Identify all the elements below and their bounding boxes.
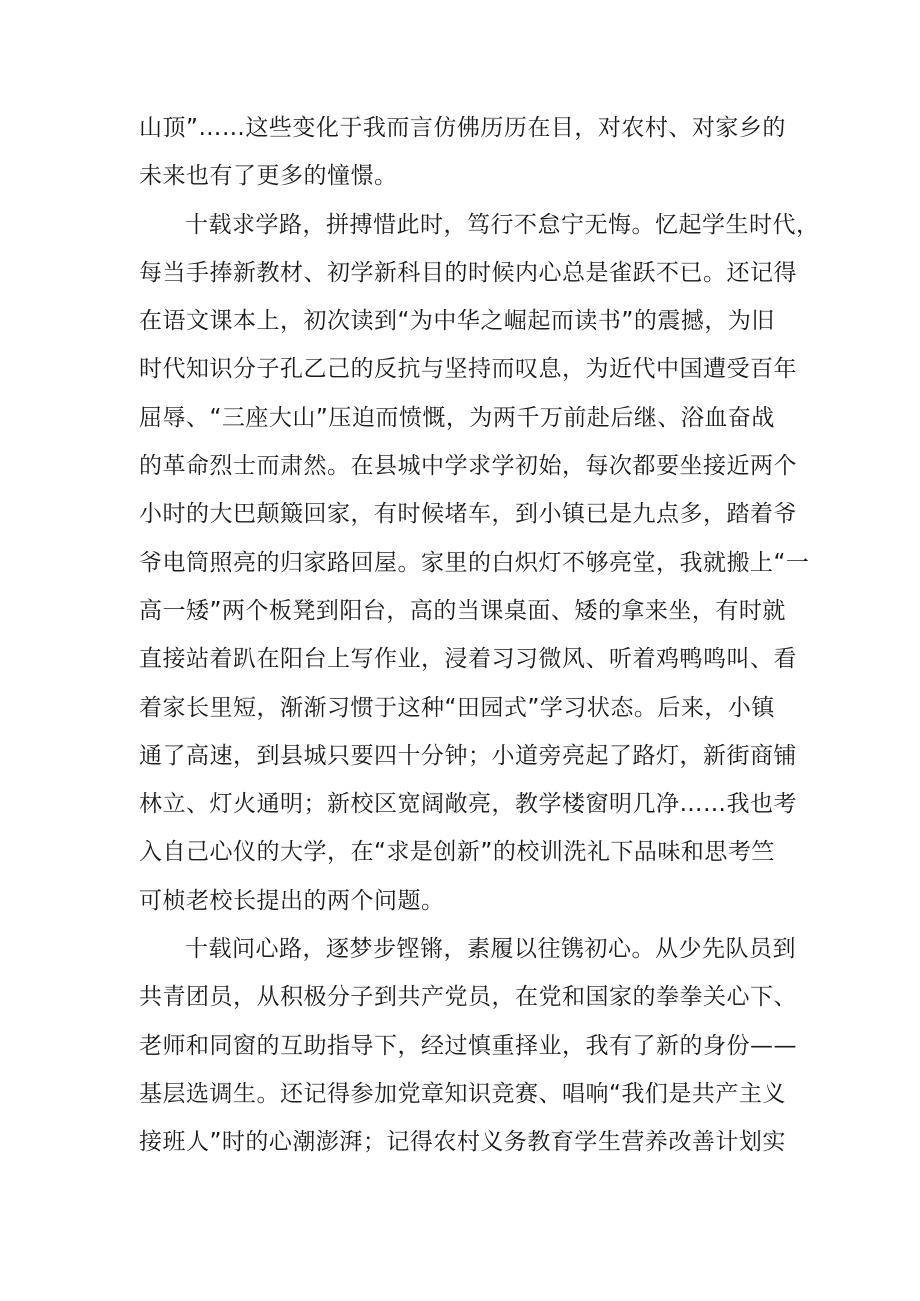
text-line: 屈辱、“三座大山”压迫而愤慨，为两千万前赴后继、浴血奋战	[139, 404, 775, 431]
text-line: 爷电筒照亮的归家路回屋。家里的白炽灯不够亮堂，我就搬上“一	[139, 549, 810, 576]
text-line: 共青团员，从积极分子到共产党员，在党和国家的拳拳关心下、	[139, 984, 797, 1011]
text-line: 高一矮”两个板凳到阳台，高的当课桌面、矮的拿来坐，有时就	[139, 597, 786, 624]
text-line: 小时的大巴颠簸回家，有时候堵车，到小镇已是九点多，踏着爷	[139, 501, 797, 528]
text-line: 着家长里短，渐渐习惯于这种“田园式”学习状态。后来，小镇	[139, 694, 775, 721]
paragraph-first-line: 十载求学路，拼搏惜此时，笃行不怠宁无悔。忆起学生时代，	[185, 211, 820, 238]
text-line: 老师和同窗的互助指导下，经过慎重择业，我有了新的身份——	[139, 1032, 797, 1059]
text-line: 未来也有了更多的憧憬。	[139, 163, 398, 190]
text-line: 基层选调生。还记得参加党章知识竞赛、唱响“我们是共产主义	[139, 1080, 786, 1107]
paragraph-first-line: 十载问心路，逐梦步铿锵，素履以往镌初心。从少先队员到	[185, 936, 796, 963]
body-text	[139, 104, 820, 1167]
text-line: 通了高速，到县城只要四十分钟；小道旁亮起了路灯，新街商铺	[139, 742, 797, 769]
text-line: 在语文课本上，初次读到“为中华之崛起而读书”的震撼，为旧	[139, 308, 775, 335]
text-line: 山顶”……这些变化于我而言仿佛历历在目，对农村、对家乡的	[139, 115, 786, 141]
text-line: 时代知识分子孔乙己的反抗与坚持而叹息，为近代中国遭受百年	[139, 356, 797, 383]
text-line: 直接站着趴在阳台上写作业，浸着习习微风、听着鸡鸭鸣叫、看	[139, 646, 797, 673]
text-line: 入自己心仪的大学，在“求是创新”的校训洗礼下品味和思考竺	[139, 839, 775, 866]
text-line: 接班人”时的心潮澎湃；记得农村义务教育学生营养改善计划实	[139, 1129, 786, 1156]
text-line: 林立、灯火通明；新校区宽阔敞亮，教学楼窗明几净……我也考	[139, 791, 797, 818]
text-line: 可桢老校长提出的两个问题。	[139, 887, 445, 914]
text-line: 每当手捧新教材、初学新科目的时候内心总是雀跃不已。还记得	[139, 259, 797, 286]
text-line: 的革命烈士而肃然。在县城中学求学初始，每次都要坐接近两个	[139, 453, 797, 480]
